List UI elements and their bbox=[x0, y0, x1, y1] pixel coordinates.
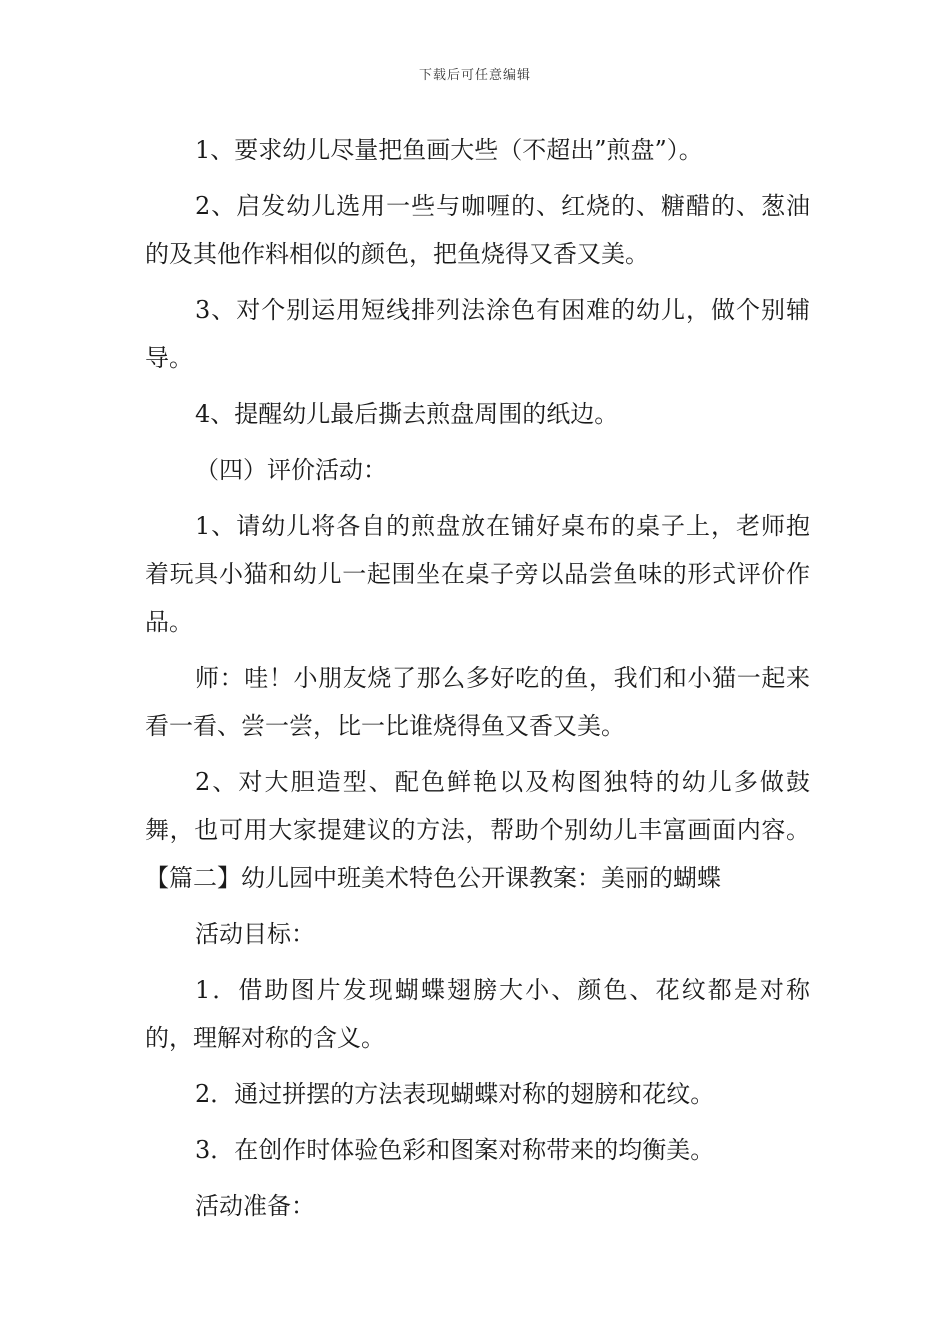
paragraph: 2．通过拼摆的方法表现蝴蝶对称的翅膀和花纹。 bbox=[195, 1080, 715, 1108]
paragraph: 3．在创作时体验色彩和图案对称带来的均衡美。 bbox=[195, 1136, 715, 1164]
paragraph: 4、提醒幼儿最后撕去煎盘周围的纸边。 bbox=[195, 400, 619, 428]
paragraph: 3、对个别运用短线排列法涂色有困难的幼儿，做个别辅导。 bbox=[145, 296, 810, 372]
paragraph: 1、请幼儿将各自的煎盘放在铺好桌布的桌子上，老师抱着玩具小猫和幼儿一起围坐在桌子旁以品尝鱼味的形式评价作品。 bbox=[145, 512, 810, 636]
paragraph: 师：哇！小朋友烧了那么多好吃的鱼，我们和小猫一起来看一看、尝一尝，比一比谁烧得鱼又香又美。 bbox=[145, 664, 810, 740]
section-heading: 活动准备： bbox=[195, 1192, 315, 1220]
document-body bbox=[145, 126, 810, 1238]
paragraph: 1．借助图片发现蝴蝶翅膀大小、颜色、花纹都是对称的，理解对称的含义。 bbox=[145, 976, 810, 1052]
paragraph: 2、对大胆造型、配色鲜艳以及构图独特的幼儿多做鼓舞，也可用大家提建议的方法，帮助个别幼儿丰富画面内容。【篇二】幼儿园中班美术特色公开课教案：美丽的蝴蝶 bbox=[145, 768, 810, 892]
paragraph: 2、启发幼儿选用一些与咖喱的、红烧的、糖醋的、葱油的及其他作料相似的颜色，把鱼烧得又香又美。 bbox=[145, 192, 810, 268]
page-header: 下载后可任意编辑 bbox=[418, 68, 531, 83]
paragraph: 1、要求幼儿尽量把鱼画大些（不超出”煎盘”）。 bbox=[195, 136, 703, 164]
section-heading: （四）评价活动： bbox=[195, 456, 387, 484]
section-heading: 活动目标： bbox=[195, 920, 315, 948]
